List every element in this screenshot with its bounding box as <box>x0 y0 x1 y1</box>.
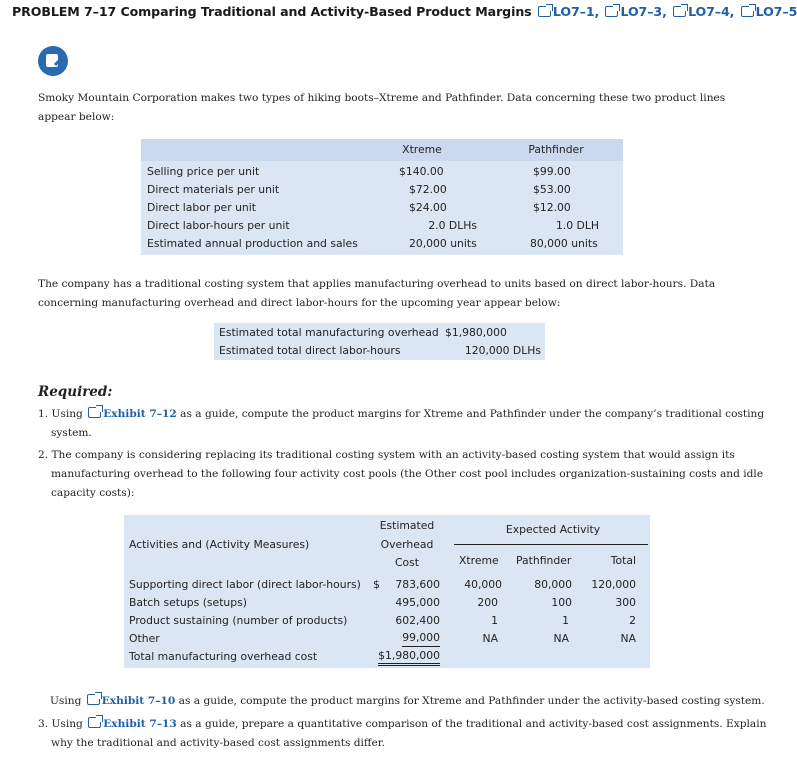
external-link-icon[interactable] <box>87 694 100 705</box>
row-label: Estimated annual production and sales <box>147 237 358 250</box>
item-number: 1. <box>38 408 49 420</box>
total-overhead-cost: $1,980,000 <box>378 648 440 666</box>
external-link-icon[interactable] <box>538 6 551 17</box>
overhead-cost: 495,000 <box>395 596 440 609</box>
overhead-value: $1,980,000 <box>445 326 507 339</box>
overhead-label: Estimated total manufacturing overhead <box>219 326 439 339</box>
external-link-icon[interactable] <box>741 6 754 17</box>
item-text-pre: Using <box>51 408 83 420</box>
abc-instruction <box>50 692 765 711</box>
xtreme-activity: 1 <box>491 614 498 627</box>
lo-link-4[interactable]: LO7–5 <box>755 4 797 19</box>
item-number: 2. <box>38 449 49 461</box>
pathfinder-activity: 80,000 <box>534 578 572 591</box>
xtreme-activity: NA <box>482 632 498 645</box>
pathfinder-value: $53.00 <box>533 183 571 196</box>
activity-label: Other <box>129 632 160 645</box>
external-link-icon[interactable] <box>673 6 686 17</box>
overhead-cost: 602,400 <box>395 614 440 627</box>
abc-activity-table <box>124 515 650 668</box>
overhead-cost: 783,600 <box>395 578 440 591</box>
total-header: Total <box>610 554 636 567</box>
dollar-sign: $ <box>373 578 380 591</box>
title-text: PROBLEM 7–17 Comparing Traditional and Activity-Based Product Margins <box>12 4 532 19</box>
dlh-label: Estimated total direct labor-hours <box>219 344 401 357</box>
total-activity: 300 <box>615 596 636 609</box>
xtreme-activity: 200 <box>477 596 498 609</box>
xtreme-value: $24.00 <box>409 201 447 214</box>
total-overhead-label: Total manufacturing overhead cost <box>129 650 318 663</box>
intro-line-2: appear below: <box>38 111 115 123</box>
external-link-icon[interactable] <box>88 407 101 418</box>
overhead-cost: 99,000 <box>402 630 440 647</box>
header-divider <box>454 544 648 545</box>
col-header-pathfinder: Pathfinder <box>528 143 584 156</box>
xtreme-value: $72.00 <box>409 183 447 196</box>
dlh-value: 120,000 DLHs <box>464 344 541 357</box>
pathfinder-activity: 100 <box>551 596 572 609</box>
row-label: Direct labor-hours per unit <box>147 219 290 232</box>
other-cost-cell <box>390 630 440 647</box>
total-activity: 2 <box>629 614 636 627</box>
traditional-line-1: The company has a traditional costing system that applies manufacturing overhead to units based on direct labor-hours. Data <box>38 278 716 290</box>
xtreme-value: 20,000 units <box>409 237 477 250</box>
activity-label: Supporting direct labor (direct labor-hours) <box>129 578 361 591</box>
pathfinder-value: $99.00 <box>533 165 571 178</box>
pathfinder-value: 1.0 DLH <box>555 219 599 232</box>
activity-label: Batch setups (setups) <box>129 596 247 609</box>
pathfinder-header: Pathfinder <box>516 554 572 567</box>
problem-title <box>12 4 797 19</box>
total-activity: NA <box>620 632 636 645</box>
xtreme-activity: 40,000 <box>464 578 502 591</box>
pathfinder-activity: NA <box>553 632 569 645</box>
xtreme-value: $140.00 <box>399 165 444 178</box>
row-label: Selling price per unit <box>147 165 260 178</box>
exhibit-link[interactable]: Exhibit 7–10 <box>101 695 176 707</box>
required-item-2 <box>38 446 764 503</box>
xtreme-header: Xtreme <box>459 554 499 567</box>
row-label: Direct materials per unit <box>147 183 280 196</box>
lo-link-1[interactable]: LO7–1, <box>552 4 600 19</box>
required-item-3 <box>38 715 767 753</box>
item-text-pre: Using <box>51 718 83 730</box>
item-text-pre: Using <box>50 695 82 707</box>
exhibit-link[interactable]: Exhibit 7–13 <box>103 718 177 730</box>
row-label: Direct labor per unit <box>147 201 256 214</box>
item-text-cont: capacity costs): <box>51 487 135 499</box>
item-number: 3. <box>38 718 49 730</box>
item-text: as a guide, prepare a quantitative comparison of the traditional and activity-based cost assignments. Explain <box>180 718 767 730</box>
intro-line-1: Smoky Mountain Corporation makes two types of hiking boots–Xtreme and Pathfinder. Data concerning these two product lines <box>38 92 726 104</box>
item-text-cont: why the traditional and activity-based cost assignments differ. <box>51 737 385 749</box>
activity-label: Product sustaining (number of products) <box>129 614 348 627</box>
cost-header: Cost <box>394 556 419 569</box>
pathfinder-value: 80,000 units <box>530 237 598 250</box>
item-text: The company is considering replacing its traditional costing system with an activity-based costing system that would assign its <box>51 449 735 461</box>
activities-header: Activities and (Activity Measures) <box>129 538 310 551</box>
traditional-line-2: concerning manufacturing overhead and direct labor-hours for the upcoming year appear below: <box>38 297 561 309</box>
lo-link-2[interactable]: LO7–3, <box>620 4 667 19</box>
expected-activity-header: Expected Activity <box>505 523 601 536</box>
traditional-paragraph <box>38 275 715 313</box>
total-cost-cell <box>374 648 440 667</box>
item-text: as a guide, compute the product margins for Xtreme and Pathfinder under the activity-based costing system. <box>178 695 765 707</box>
estimated-header: Estimated <box>379 519 435 532</box>
pathfinder-value: $12.00 <box>533 201 571 214</box>
pathfinder-activity: 1 <box>562 614 569 627</box>
lo-link-3[interactable]: LO7–4, <box>688 4 735 19</box>
assignment-badge-icon <box>38 46 68 76</box>
col-header-xtreme: Xtreme <box>402 143 442 156</box>
required-item-1 <box>38 405 765 443</box>
item-text-cont: system. <box>51 427 92 439</box>
item-text-cont: manufacturing overhead to the following four activity cost pools (the Other cost pool includes organization-sustaining costs and idle <box>51 468 764 480</box>
product-data-table <box>141 139 623 255</box>
overhead-table <box>214 323 545 360</box>
total-activity: 120,000 <box>591 578 636 591</box>
item-text: as a guide, compute the product margins for Xtreme and Pathfinder under the company’s traditional costing <box>180 408 765 420</box>
external-link-icon[interactable] <box>88 717 101 728</box>
xtreme-value: 2.0 DLHs <box>428 219 477 232</box>
required-heading: Required: <box>38 384 113 400</box>
external-link-icon[interactable] <box>605 6 618 17</box>
intro-paragraph <box>38 89 725 127</box>
overhead-header: Overhead <box>380 538 434 551</box>
exhibit-link[interactable]: Exhibit 7–12 <box>103 408 177 420</box>
